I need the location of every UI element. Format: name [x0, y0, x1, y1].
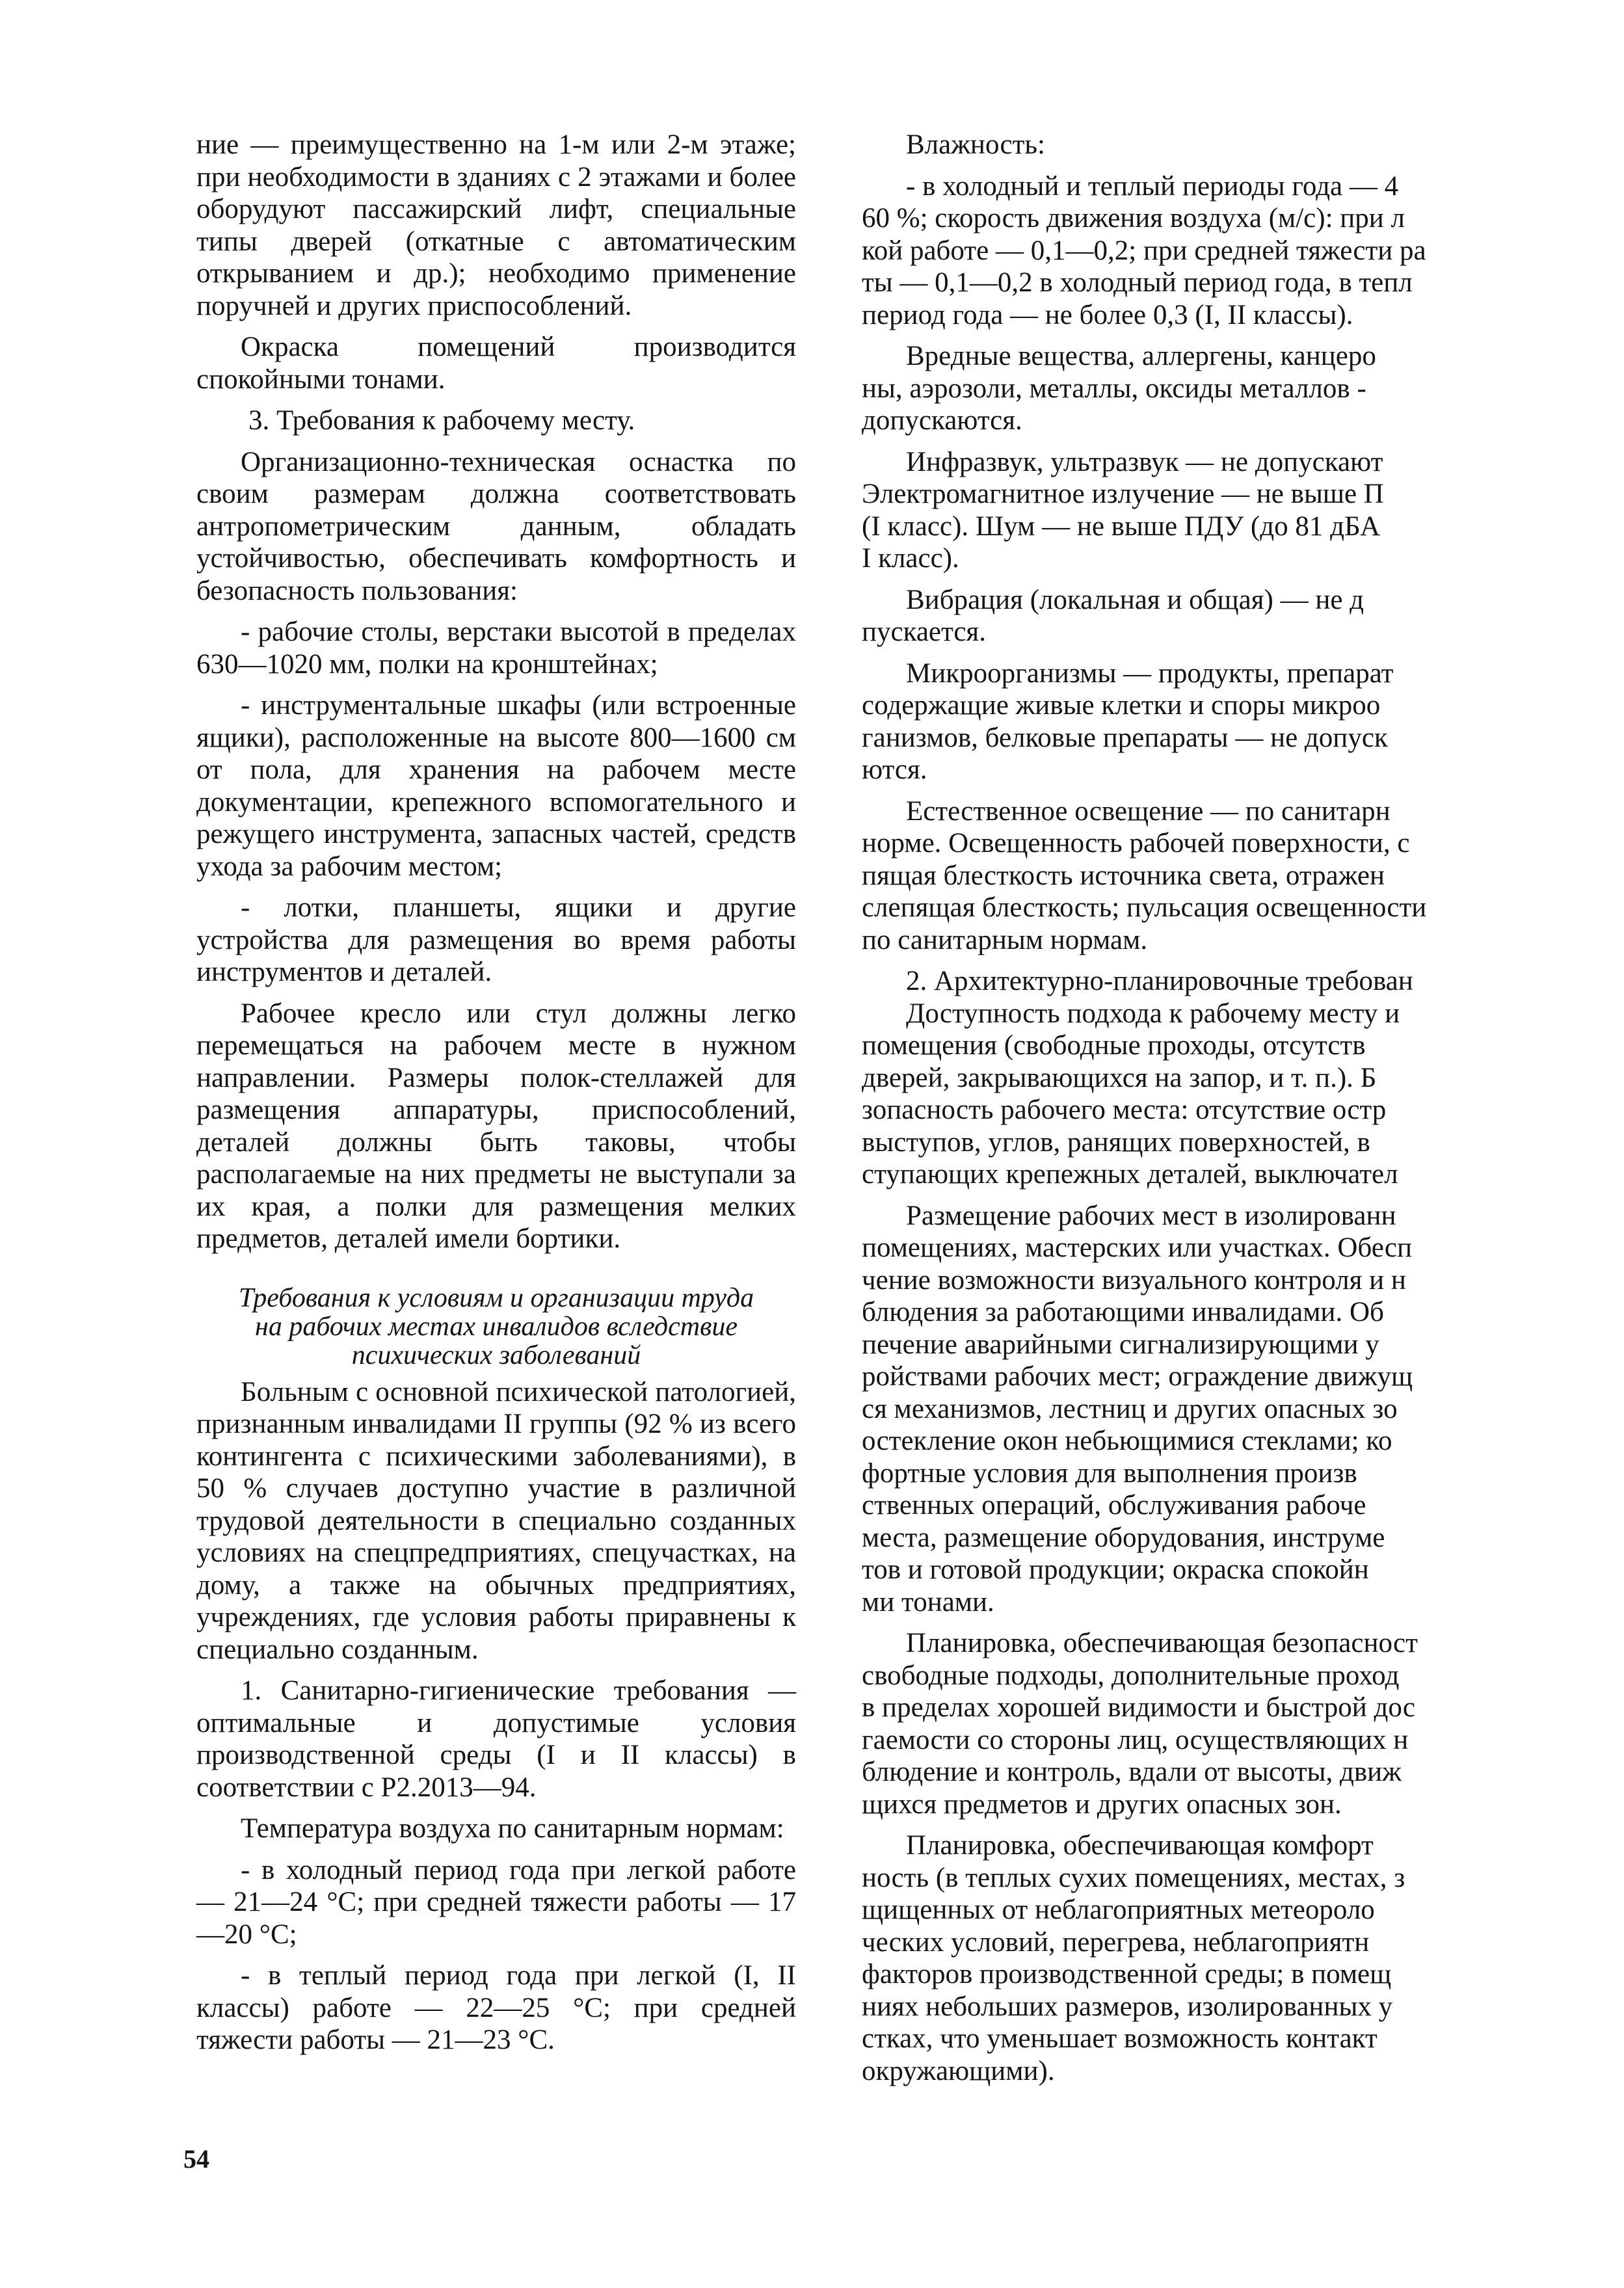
right-column: [862, 129, 1624, 2096]
heading-line: на рабочих местах инвалидов вследствие: [255, 1311, 738, 1342]
text-line: щищенных от неблагоприятных метеороло: [862, 1895, 1375, 1925]
section-title: 3. Требования к рабочему месту.: [248, 405, 635, 436]
paragraph: ние — преимущественно на 1-м или 2-м этаже; при необходимости в зданиях с 2 этажами и более оборудуют пассажирский лифт, специальные типы дверей (откатные с автоматическим открыванием и др.); необходимо применение поручней и других приспособлений.: [196, 129, 796, 321]
text-line: ся механизмов, лестниц и других опасных зо: [862, 1393, 1398, 1424]
paragraph: Температура воздуха по санитарным нормам:: [241, 1813, 784, 1844]
text-line: Вибрация (локальная и общая) — не д: [906, 584, 1364, 615]
text-line: ются.: [862, 754, 927, 785]
list-item: - инструментальные шкафы (или встроенные ящики), расположенные на высоте 800—1600 см от пола, для хранения на рабочем месте документации, крепежного вспомогательного и режущего инструмента, запасных частей, средств ухода за рабочим местом;: [196, 690, 796, 882]
text-line: ственных операций, обслуживания рабоче: [862, 1490, 1366, 1521]
text-line: ность (в теплых сухих помещениях, местах, з: [862, 1862, 1405, 1893]
text-line: Размещение рабочих мест в изолированн: [906, 1200, 1396, 1231]
page-number: 54: [183, 2144, 209, 2174]
list-item: - в холодный период года при легкой работе — 21—24 °С; при средней тяжести работы — 17—20 °С;: [196, 1854, 796, 1950]
text-line: печение аварийными сигнализирующими у: [862, 1329, 1379, 1360]
paragraph: [862, 795, 1624, 957]
text-line: ройствами рабочих мест; ограждение движущ: [862, 1361, 1413, 1392]
text-line: пускается.: [862, 617, 986, 647]
list-item: - лотки, планшеты, ящики и другие устройства для размещения во время работы инструментов и деталей.: [196, 892, 796, 987]
text-line: окружающими).: [862, 2055, 1055, 2086]
text-line: (I класс). Шум — не выше ПДУ (до 81 дБА: [862, 511, 1381, 542]
paragraph: [862, 998, 1624, 1191]
text-line: фортные условия для выполнения произв: [862, 1457, 1357, 1489]
paragraph: 1. Санитарно-гигиенические требования — оптимальные и допустимые условия производственной среды (I и II классы) в соответствии с Р2.2013—94.: [196, 1675, 796, 1803]
paragraph: Рабочее кресло или стул должны легко перемещаться на рабочем месте в нужном направлении. Размеры полок-стеллажей для размещения аппаратуры, приспособлений, деталей должны быть таковы, чтобы располагаемые на них предметы не выступали за их края, а полки для размещения мелких предметов, деталей имели бортики.: [196, 998, 796, 1254]
text-line: места, размещение оборудования, инструме: [862, 1522, 1385, 1553]
text-line: зопасность рабочего места: отсутствие остр: [862, 1095, 1387, 1125]
text-line: щихся предметов и других опасных зон.: [862, 1789, 1342, 1820]
text-line: ческих условий, перегрева, неблагоприятн: [862, 1926, 1370, 1958]
paragraph: [862, 1200, 1624, 1619]
paragraph: Окраска помещений производится спокойными тонами.: [196, 332, 796, 395]
text-line: пящая блесткость источника света, отражен: [862, 860, 1385, 891]
section-heading: [196, 1284, 796, 1370]
text-line: кой работе — 0,1—0,2; при средней тяжести ра: [862, 235, 1426, 266]
text-line: стках, что уменьшает возможность контакт: [862, 2023, 1378, 2054]
text-line: Планировка, обеспечивающая комфорт: [906, 1830, 1374, 1861]
paragraph: Больным с основной психической патологией, признанным инвалидами II группы (92 % из всего контингента с психическими заболеваниями), в 50 % случаев доступно участие в различной трудовой деятельности в специально созданных условиях на спецпредприятиях, спецучастках, на дому, а также на обычных предприятиях, учреждениях, где условия работы приравнены к специально созданным.: [196, 1376, 796, 1665]
text-line: ганизмов, белковые препараты — не допуск: [862, 722, 1388, 753]
text-line: в пределах хорошей видимости и быстрой дос: [862, 1692, 1416, 1723]
heading-line: Требования к условиям и организации труда: [238, 1283, 754, 1313]
text-line: свободные подходы, дополнительные проход: [862, 1660, 1400, 1691]
text-line: Микроорганизмы — продукты, препарат: [906, 658, 1394, 689]
text-line: Инфразвук, ультразвук — не допускают: [906, 446, 1383, 477]
paragraph: [862, 1829, 1624, 2087]
text-line: ниях небольших размеров, изолированных у: [862, 1991, 1393, 2022]
text-line: ны, аэрозоли, металлы, оксиды металлов -: [862, 373, 1366, 404]
text-line: помещения (свободные проходы, отсутств: [862, 1030, 1366, 1061]
list-item: - рабочие столы, верстаки высотой в пределах 630—1020 мм, полки на кронштейнах;: [196, 617, 796, 680]
text-line: факторов производственной среды; в помещ: [862, 1959, 1392, 1989]
left-column: [196, 129, 796, 2066]
text-line: допускаются.: [862, 405, 1022, 436]
text-line: по санитарным нормам.: [862, 924, 1148, 955]
text-line: тов и готовой продукции; окраска спокойн: [862, 1554, 1369, 1585]
text-line: содержащие живые клетки и споры микроо: [862, 690, 1381, 721]
text-line: блюдения за работающими инвалидами. Об: [862, 1297, 1384, 1327]
text-line: I класс).: [862, 543, 959, 574]
text-line: гаемости со стороны лиц, осуществляющих н: [862, 1724, 1409, 1755]
heading-line: психических заболеваний: [351, 1340, 641, 1370]
text-line: 60 %; скорость движения воздуха (м/с): при л: [862, 203, 1405, 233]
text-line: блюдение и контроль, вдали от высоты, движ: [862, 1757, 1402, 1787]
text-line: Влажность:: [906, 129, 1045, 160]
text-line: Вредные вещества, аллергены, канцеро: [906, 341, 1376, 371]
paragraph: Организационно-техническая оснастка по своим размерам должна соответствовать антропометрическим данным, обладать устойчивостью, обеспечивать комфортность и безопасность пользования:: [196, 446, 796, 606]
text-line: Доступность подхода к рабочему месту и: [906, 998, 1400, 1029]
text-line: Естественное освещение — по санитарн: [906, 795, 1391, 827]
paragraph: [862, 584, 1624, 648]
text-line: выступов, углов, ранящих поверхностей, в: [862, 1126, 1370, 1158]
text-line: норме. Освещенность рабочей поверхности, с: [862, 828, 1410, 858]
text-line: - в холодный и теплый периоды года — 4: [906, 170, 1399, 202]
paragraph: [862, 965, 1624, 998]
list-item: - в теплый период года при легкой (I, II классы) работе — 22—25 °С; при средней тяжести работы — 21—23 °С.: [196, 1960, 796, 2055]
paragraph: [862, 340, 1624, 437]
text-line: помещениях, мастерских или участках. Обесп: [862, 1232, 1412, 1263]
text-line: слепящая блесткость; пульсация освещенности: [862, 892, 1427, 923]
text-line: ступающих крепежных деталей, выключател: [862, 1159, 1398, 1190]
text-line: ты — 0,1—0,2 в холодный период года, в тепл: [862, 267, 1413, 298]
text-line: чение возможности визуального контроля и н: [862, 1264, 1406, 1296]
paragraph: [862, 1627, 1624, 1820]
text-line: дверей, закрывающихся на запор, и т. п.). Б: [862, 1062, 1377, 1093]
paragraph: [862, 446, 1624, 575]
text-line: ми тонами.: [862, 1586, 994, 1617]
text-line: период года — не более 0,3 (I, II классы).: [862, 299, 1353, 330]
paragraph: [862, 658, 1624, 786]
text-line: Электромагнитное излучение — не выше П: [862, 479, 1384, 509]
text-line: 2. Архитектурно-планировочные требован: [906, 966, 1413, 996]
paragraph: [862, 170, 1624, 332]
paragraph: [862, 129, 1624, 161]
text-line: остекление окон небьющимися стеклами; ко: [862, 1426, 1392, 1456]
text-line: Планировка, обеспечивающая безопасност: [906, 1628, 1418, 1658]
